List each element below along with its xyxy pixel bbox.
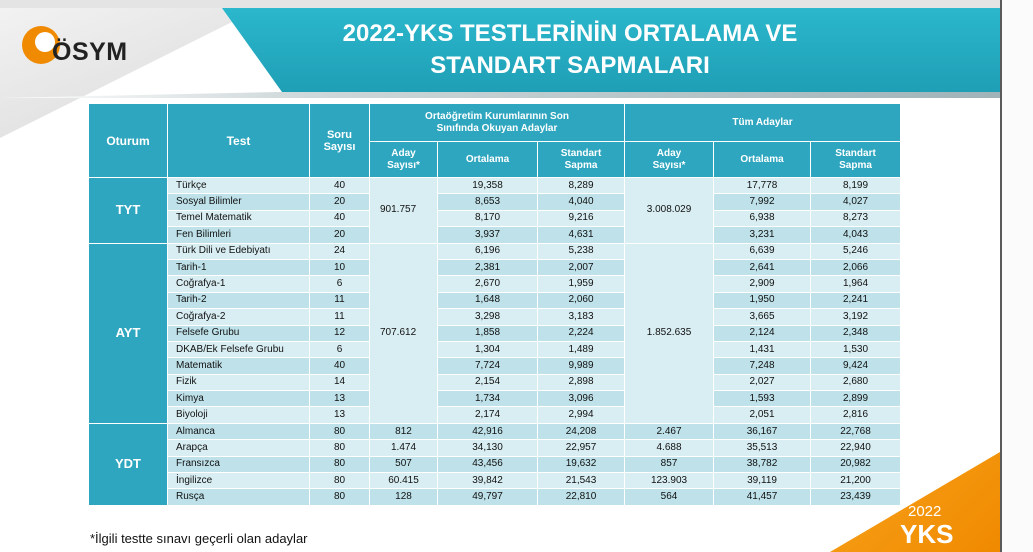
table-row <box>89 259 901 275</box>
sd-all: 22,768 <box>811 423 901 439</box>
mean-final-year: 2,381 <box>438 259 538 275</box>
sd-final-year: 1,489 <box>538 341 625 357</box>
question-count: 80 <box>310 456 370 472</box>
test-name: Temel Matematik <box>168 210 310 226</box>
count-final-year: 60.415 <box>370 473 438 489</box>
title-line-2: STANDART SAPMALARI <box>430 52 710 79</box>
table-row <box>89 358 901 374</box>
test-name: Fizik <box>168 374 310 390</box>
session-ayt: AYT <box>89 243 168 423</box>
sd-all: 3,192 <box>811 309 901 325</box>
sd-final-year: 4,040 <box>538 194 625 210</box>
sd-all: 2,680 <box>811 374 901 390</box>
count-final-year: 1.474 <box>370 440 438 456</box>
question-count: 80 <box>310 423 370 439</box>
question-count: 11 <box>310 309 370 325</box>
table-row <box>89 473 901 489</box>
mean-final-year: 3,298 <box>438 309 538 325</box>
osym-logo <box>22 32 172 82</box>
corner-label: YKS <box>900 519 954 549</box>
sd-final-year: 22,810 <box>538 489 625 505</box>
mean-final-year: 43,456 <box>438 456 538 472</box>
mean-all: 36,167 <box>714 423 811 439</box>
test-name: DKAB/Ek Felsefe Grubu <box>168 341 310 357</box>
sd-all: 23,439 <box>811 489 901 505</box>
top-strip <box>0 0 1000 8</box>
header-mean-2: Ortalama <box>714 142 811 178</box>
sd-final-year: 3,183 <box>538 309 625 325</box>
sd-all: 21,200 <box>811 473 901 489</box>
table-row <box>89 325 901 341</box>
test-name: Rusça <box>168 489 310 505</box>
table-row <box>89 489 901 505</box>
page-title <box>310 18 830 82</box>
mean-all: 39,119 <box>714 473 811 489</box>
mean-all: 1,950 <box>714 292 811 308</box>
test-name: Fransızca <box>168 456 310 472</box>
table-row <box>89 210 901 226</box>
mean-all: 3,231 <box>714 227 811 243</box>
title-line-1: 2022-YKS TESTLERİNİN ORTALAMA VE <box>342 20 798 47</box>
table-row <box>89 374 901 390</box>
test-name: Felsefe Grubu <box>168 325 310 341</box>
count-all: 4.688 <box>625 440 714 456</box>
header-group-final-year: Ortaöğretim Kurumlarının Son Sınıfında Okuyan Adaylar <box>370 104 625 142</box>
sd-final-year: 2,224 <box>538 325 625 341</box>
table-row <box>89 440 901 456</box>
question-count: 40 <box>310 178 370 194</box>
mean-all: 1,593 <box>714 391 811 407</box>
mean-final-year: 7,724 <box>438 358 538 374</box>
sd-all: 4,043 <box>811 227 901 243</box>
table-row <box>89 407 901 423</box>
header-count-1: Aday Sayısı* <box>370 142 438 178</box>
footnote: *İlgili testte sınavı geçerli olan adaylar <box>90 531 308 546</box>
test-name: İngilizce <box>168 473 310 489</box>
session-ydt: YDT <box>89 423 168 505</box>
banner-shadow <box>0 92 1000 98</box>
table-row <box>89 227 901 243</box>
sd-final-year: 8,289 <box>538 178 625 194</box>
question-count: 80 <box>310 440 370 456</box>
sd-all: 2,816 <box>811 407 901 423</box>
question-count: 6 <box>310 276 370 292</box>
mean-final-year: 39,842 <box>438 473 538 489</box>
count-final-year: 507 <box>370 456 438 472</box>
question-count: 24 <box>310 243 370 259</box>
mean-final-year: 34,130 <box>438 440 538 456</box>
header-session: Oturum <box>89 104 168 178</box>
question-count: 14 <box>310 374 370 390</box>
test-name: Sosyal Bilimler <box>168 194 310 210</box>
mean-final-year: 1,734 <box>438 391 538 407</box>
mean-final-year: 42,916 <box>438 423 538 439</box>
sd-all: 22,940 <box>811 440 901 456</box>
question-count: 20 <box>310 227 370 243</box>
mean-final-year: 2,174 <box>438 407 538 423</box>
window-edge <box>1000 0 1033 552</box>
table-row <box>89 341 901 357</box>
question-count: 80 <box>310 473 370 489</box>
count-final-year: 812 <box>370 423 438 439</box>
mean-all: 2,027 <box>714 374 811 390</box>
mean-all: 7,248 <box>714 358 811 374</box>
table-row <box>89 456 901 472</box>
sd-all: 2,348 <box>811 325 901 341</box>
mean-all: 2,909 <box>714 276 811 292</box>
header-group-all: Tüm Adaylar <box>625 104 901 142</box>
count-all: 123.903 <box>625 473 714 489</box>
tyt-count-all: 3.008.029 <box>625 178 714 244</box>
table-row <box>89 423 901 439</box>
header-sd-2: Standart Sapma <box>811 142 901 178</box>
sd-final-year: 21,543 <box>538 473 625 489</box>
sd-final-year: 24,208 <box>538 423 625 439</box>
mean-all: 3,665 <box>714 309 811 325</box>
mean-final-year: 49,797 <box>438 489 538 505</box>
sd-all: 9,424 <box>811 358 901 374</box>
sd-final-year: 9,989 <box>538 358 625 374</box>
ayt-count-final-year: 707.612 <box>370 243 438 423</box>
test-name: Biyoloji <box>168 407 310 423</box>
question-count: 11 <box>310 292 370 308</box>
tyt-count-final-year: 901.757 <box>370 178 438 244</box>
corner-year: 2022 <box>908 503 942 520</box>
mean-final-year: 1,858 <box>438 325 538 341</box>
sd-final-year: 2,994 <box>538 407 625 423</box>
mean-all: 6,639 <box>714 243 811 259</box>
test-name: Fen Bilimleri <box>168 227 310 243</box>
sd-final-year: 22,957 <box>538 440 625 456</box>
header-count-2: Aday Sayısı* <box>625 142 714 178</box>
sd-final-year: 9,216 <box>538 210 625 226</box>
mean-final-year: 8,653 <box>438 194 538 210</box>
stats-table <box>88 103 901 506</box>
test-name: Coğrafya-2 <box>168 309 310 325</box>
table-row <box>89 194 901 210</box>
test-name: Türk Dili ve Edebiyatı <box>168 243 310 259</box>
mean-final-year: 8,170 <box>438 210 538 226</box>
sd-all: 8,273 <box>811 210 901 226</box>
sd-all: 20,982 <box>811 456 901 472</box>
sd-final-year: 4,631 <box>538 227 625 243</box>
count-final-year: 128 <box>370 489 438 505</box>
question-count: 20 <box>310 194 370 210</box>
test-name: Coğrafya-1 <box>168 276 310 292</box>
table-row <box>89 243 901 259</box>
sd-all: 1,964 <box>811 276 901 292</box>
question-count: 13 <box>310 407 370 423</box>
question-count: 80 <box>310 489 370 505</box>
test-name: Kimya <box>168 391 310 407</box>
test-name: Tarih-1 <box>168 259 310 275</box>
question-count: 10 <box>310 259 370 275</box>
test-name: Matematik <box>168 358 310 374</box>
header-test: Test <box>168 104 310 178</box>
sd-all: 5,246 <box>811 243 901 259</box>
mean-final-year: 2,154 <box>438 374 538 390</box>
sd-final-year: 2,007 <box>538 259 625 275</box>
test-name: Almanca <box>168 423 310 439</box>
question-count: 13 <box>310 391 370 407</box>
mean-final-year: 6,196 <box>438 243 538 259</box>
sd-final-year: 5,238 <box>538 243 625 259</box>
mean-all: 1,431 <box>714 341 811 357</box>
table-row <box>89 292 901 308</box>
mean-all: 2,051 <box>714 407 811 423</box>
header-sd-1: Standart Sapma <box>538 142 625 178</box>
test-name: Arapça <box>168 440 310 456</box>
mean-final-year: 2,670 <box>438 276 538 292</box>
mean-all: 7,992 <box>714 194 811 210</box>
mean-all: 35,513 <box>714 440 811 456</box>
sd-final-year: 19,632 <box>538 456 625 472</box>
test-name: Tarih-2 <box>168 292 310 308</box>
sd-all: 8,199 <box>811 178 901 194</box>
mean-final-year: 1,304 <box>438 341 538 357</box>
mean-final-year: 1,648 <box>438 292 538 308</box>
sd-final-year: 1,959 <box>538 276 625 292</box>
sd-all: 2,066 <box>811 259 901 275</box>
sd-all: 1,530 <box>811 341 901 357</box>
mean-all: 2,124 <box>714 325 811 341</box>
sd-all: 2,899 <box>811 391 901 407</box>
header-questions: Soru Sayısı <box>310 104 370 178</box>
question-count: 40 <box>310 210 370 226</box>
logo-text: ÖSYM <box>52 38 128 66</box>
count-all: 857 <box>625 456 714 472</box>
table-row <box>89 391 901 407</box>
sd-final-year: 2,898 <box>538 374 625 390</box>
question-count: 6 <box>310 341 370 357</box>
sd-all: 4,027 <box>811 194 901 210</box>
mean-final-year: 3,937 <box>438 227 538 243</box>
table-row <box>89 276 901 292</box>
mean-all: 41,457 <box>714 489 811 505</box>
sd-all: 2,241 <box>811 292 901 308</box>
table-row <box>89 309 901 325</box>
sd-final-year: 2,060 <box>538 292 625 308</box>
count-all: 2.467 <box>625 423 714 439</box>
mean-all: 38,782 <box>714 456 811 472</box>
test-name: Türkçe <box>168 178 310 194</box>
question-count: 12 <box>310 325 370 341</box>
session-tyt: TYT <box>89 178 168 244</box>
header-mean-1: Ortalama <box>438 142 538 178</box>
mean-all: 2,641 <box>714 259 811 275</box>
mean-all: 17,778 <box>714 178 811 194</box>
ayt-count-all: 1.852.635 <box>625 243 714 423</box>
count-all: 564 <box>625 489 714 505</box>
mean-all: 6,938 <box>714 210 811 226</box>
question-count: 40 <box>310 358 370 374</box>
sd-final-year: 3,096 <box>538 391 625 407</box>
table-row <box>89 178 901 194</box>
mean-final-year: 19,358 <box>438 178 538 194</box>
